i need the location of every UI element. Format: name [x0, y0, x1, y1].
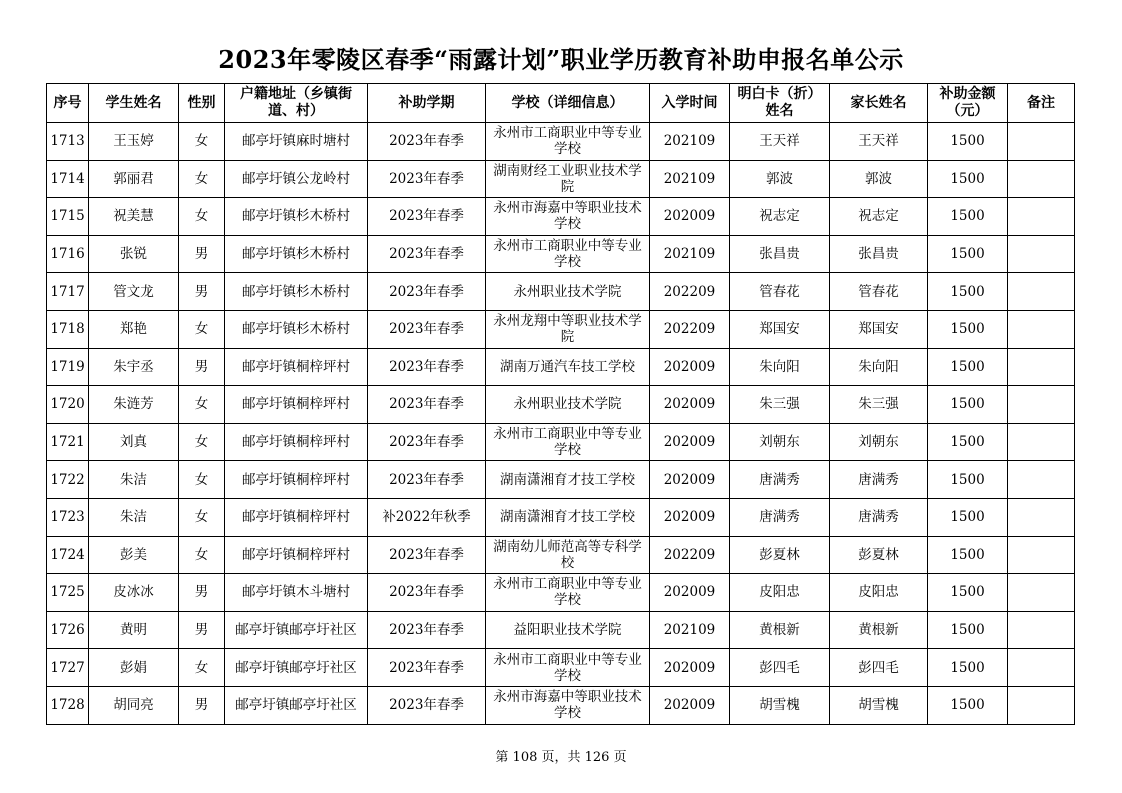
cell-remarks [1008, 310, 1075, 348]
cell-remarks [1008, 611, 1075, 649]
cell-remarks [1008, 160, 1075, 198]
cell-parent-name: 郑国安 [830, 310, 928, 348]
cell-remarks [1008, 498, 1075, 536]
cell-enroll-date: 202009 [650, 649, 730, 687]
cell-address: 邮亭圩镇邮亭圩社区 [225, 686, 368, 724]
cell-enroll-date: 202009 [650, 198, 730, 236]
cell-address: 邮亭圩镇杉木桥村 [225, 310, 368, 348]
cell-term: 2023年春季 [368, 686, 486, 724]
cell-amount: 1500 [928, 273, 1008, 311]
cell-enroll-date: 202109 [650, 235, 730, 273]
cell-index: 1722 [47, 461, 89, 499]
header-cell-amount: 补助金额（元） [928, 84, 1008, 123]
cell-enroll-date: 202009 [650, 348, 730, 386]
cell-school: 永州市工商职业中等专业学校 [486, 123, 650, 161]
cell-amount: 1500 [928, 423, 1008, 461]
cell-index: 1717 [47, 273, 89, 311]
cell-card-name: 唐满秀 [730, 461, 830, 499]
cell-school: 永州市工商职业中等专业学校 [486, 649, 650, 687]
cell-gender: 女 [179, 423, 225, 461]
cell-school: 湖南万通汽车技工学校 [486, 348, 650, 386]
table-row [47, 423, 1075, 461]
header-cell-parent-name: 家长姓名 [830, 84, 928, 123]
page-footer: 第 108 页，共 126 页 [495, 750, 627, 765]
cell-index: 1724 [47, 536, 89, 574]
cell-gender: 男 [179, 686, 225, 724]
cell-enroll-date: 202009 [650, 498, 730, 536]
cell-address: 邮亭圩镇桐梓坪村 [225, 423, 368, 461]
cell-school: 永州市工商职业中等专业学校 [486, 235, 650, 273]
cell-card-name: 黄根新 [730, 611, 830, 649]
cell-school: 永州市工商职业中等专业学校 [486, 574, 650, 612]
cell-term: 2023年春季 [368, 574, 486, 612]
cell-student-name: 朱宇丞 [89, 348, 179, 386]
table-row [47, 386, 1075, 424]
cell-term: 2023年春季 [368, 235, 486, 273]
cell-gender: 女 [179, 123, 225, 161]
cell-amount: 1500 [928, 123, 1008, 161]
cell-parent-name: 祝志定 [830, 198, 928, 236]
cell-remarks [1008, 273, 1075, 311]
cell-remarks [1008, 574, 1075, 612]
cell-parent-name: 皮阳忠 [830, 574, 928, 612]
header-cell-index: 序号 [47, 84, 89, 123]
cell-school: 湖南潇湘育才技工学校 [486, 461, 650, 499]
cell-student-name: 张锐 [89, 235, 179, 273]
cell-parent-name: 唐满秀 [830, 461, 928, 499]
cell-parent-name: 彭夏林 [830, 536, 928, 574]
cell-amount: 1500 [928, 574, 1008, 612]
table-row [47, 273, 1075, 311]
cell-gender: 男 [179, 273, 225, 311]
table-row [47, 461, 1075, 499]
cell-school: 永州市工商职业中等专业学校 [486, 423, 650, 461]
table-row [47, 198, 1075, 236]
cell-card-name: 唐满秀 [730, 498, 830, 536]
header-cell-address: 户籍地址（乡镇街道、村） [225, 84, 368, 123]
cell-address: 邮亭圩镇桐梓坪村 [225, 498, 368, 536]
cell-address: 邮亭圩镇桐梓坪村 [225, 348, 368, 386]
cell-amount: 1500 [928, 310, 1008, 348]
cell-card-name: 刘朝东 [730, 423, 830, 461]
cell-remarks [1008, 649, 1075, 687]
cell-gender: 女 [179, 461, 225, 499]
cell-enroll-date: 202009 [650, 574, 730, 612]
cell-index: 1720 [47, 386, 89, 424]
cell-amount: 1500 [928, 198, 1008, 236]
table-header-row [47, 84, 1075, 123]
cell-index: 1719 [47, 348, 89, 386]
cell-gender: 男 [179, 348, 225, 386]
cell-card-name: 管春花 [730, 273, 830, 311]
cell-term: 2023年春季 [368, 123, 486, 161]
cell-student-name: 管文龙 [89, 273, 179, 311]
cell-parent-name: 刘朝东 [830, 423, 928, 461]
cell-address: 邮亭圩镇杉木桥村 [225, 198, 368, 236]
table-row [47, 310, 1075, 348]
cell-amount: 1500 [928, 649, 1008, 687]
cell-amount: 1500 [928, 160, 1008, 198]
cell-term: 2023年春季 [368, 611, 486, 649]
cell-address: 邮亭圩镇木斗塘村 [225, 574, 368, 612]
cell-enroll-date: 202009 [650, 461, 730, 499]
cell-remarks [1008, 198, 1075, 236]
table-row [47, 611, 1075, 649]
table-row [47, 123, 1075, 161]
cell-remarks [1008, 348, 1075, 386]
cell-enroll-date: 202109 [650, 123, 730, 161]
cell-index: 1715 [47, 198, 89, 236]
cell-enroll-date: 202209 [650, 310, 730, 348]
cell-gender: 男 [179, 611, 225, 649]
cell-card-name: 张昌贵 [730, 235, 830, 273]
cell-address: 邮亭圩镇杉木桥村 [225, 273, 368, 311]
cell-card-name: 朱向阳 [730, 348, 830, 386]
cell-index: 1727 [47, 649, 89, 687]
header-cell-remarks: 备注 [1008, 84, 1075, 123]
table-row [47, 536, 1075, 574]
cell-parent-name: 黄根新 [830, 611, 928, 649]
cell-remarks [1008, 123, 1075, 161]
cell-parent-name: 胡雪槐 [830, 686, 928, 724]
cell-term: 2023年春季 [368, 536, 486, 574]
cell-term: 2023年春季 [368, 160, 486, 198]
cell-address: 邮亭圩镇邮亭圩社区 [225, 611, 368, 649]
cell-remarks [1008, 686, 1075, 724]
cell-enroll-date: 202109 [650, 160, 730, 198]
cell-parent-name: 王天祥 [830, 123, 928, 161]
cell-school: 永州职业技术学院 [486, 273, 650, 311]
cell-address: 邮亭圩镇杉木桥村 [225, 235, 368, 273]
table-body [47, 123, 1075, 725]
cell-parent-name: 彭四毛 [830, 649, 928, 687]
cell-student-name: 黄明 [89, 611, 179, 649]
cell-enroll-date: 202209 [650, 536, 730, 574]
cell-amount: 1500 [928, 498, 1008, 536]
cell-term: 2023年春季 [368, 273, 486, 311]
cell-index: 1721 [47, 423, 89, 461]
cell-amount: 1500 [928, 536, 1008, 574]
cell-school: 益阳职业技术学院 [486, 611, 650, 649]
cell-term: 2023年春季 [368, 423, 486, 461]
cell-card-name: 王天祥 [730, 123, 830, 161]
header-cell-student-name: 学生姓名 [89, 84, 179, 123]
cell-gender: 女 [179, 649, 225, 687]
cell-card-name: 郭波 [730, 160, 830, 198]
cell-parent-name: 朱向阳 [830, 348, 928, 386]
cell-address: 邮亭圩镇邮亭圩社区 [225, 649, 368, 687]
cell-parent-name: 管春花 [830, 273, 928, 311]
cell-index: 1713 [47, 123, 89, 161]
cell-gender: 女 [179, 160, 225, 198]
cell-address: 邮亭圩镇桐梓坪村 [225, 536, 368, 574]
cell-parent-name: 唐满秀 [830, 498, 928, 536]
cell-card-name: 朱三强 [730, 386, 830, 424]
cell-school: 永州龙翔中等职业技术学院 [486, 310, 650, 348]
header-cell-term: 补助学期 [368, 84, 486, 123]
cell-index: 1725 [47, 574, 89, 612]
cell-student-name: 王玉婷 [89, 123, 179, 161]
cell-student-name: 彭美 [89, 536, 179, 574]
cell-student-name: 祝美慧 [89, 198, 179, 236]
cell-index: 1728 [47, 686, 89, 724]
cell-student-name: 胡同亮 [89, 686, 179, 724]
cell-term: 2023年春季 [368, 348, 486, 386]
cell-school: 湖南幼儿师范高等专科学校 [486, 536, 650, 574]
cell-amount: 1500 [928, 461, 1008, 499]
cell-term: 2023年春季 [368, 310, 486, 348]
cell-remarks [1008, 461, 1075, 499]
cell-term: 2023年春季 [368, 386, 486, 424]
cell-gender: 女 [179, 498, 225, 536]
cell-remarks [1008, 386, 1075, 424]
cell-index: 1723 [47, 498, 89, 536]
cell-amount: 1500 [928, 611, 1008, 649]
cell-remarks [1008, 536, 1075, 574]
cell-gender: 男 [179, 235, 225, 273]
cell-term: 2023年春季 [368, 649, 486, 687]
cell-card-name: 郑国安 [730, 310, 830, 348]
subsidy-roster-table [46, 83, 1075, 725]
cell-student-name: 郭丽君 [89, 160, 179, 198]
document-title: 2023年零陵区春季“雨露计划”职业学历教育补助申报名单公示 [218, 45, 904, 74]
cell-student-name: 彭娟 [89, 649, 179, 687]
cell-term: 2023年春季 [368, 198, 486, 236]
cell-student-name: 朱洁 [89, 498, 179, 536]
cell-parent-name: 张昌贵 [830, 235, 928, 273]
cell-gender: 女 [179, 536, 225, 574]
cell-gender: 女 [179, 310, 225, 348]
cell-school: 湖南财经工业职业技术学院 [486, 160, 650, 198]
cell-card-name: 祝志定 [730, 198, 830, 236]
header-cell-gender: 性别 [179, 84, 225, 123]
cell-amount: 1500 [928, 686, 1008, 724]
cell-gender: 男 [179, 574, 225, 612]
table-row [47, 649, 1075, 687]
cell-remarks [1008, 423, 1075, 461]
cell-address: 邮亭圩镇桐梓坪村 [225, 386, 368, 424]
cell-amount: 1500 [928, 235, 1008, 273]
cell-gender: 女 [179, 198, 225, 236]
cell-parent-name: 郭波 [830, 160, 928, 198]
cell-school: 永州市海嘉中等职业技术学校 [486, 198, 650, 236]
table-row [47, 498, 1075, 536]
cell-student-name: 朱洁 [89, 461, 179, 499]
cell-enroll-date: 202209 [650, 273, 730, 311]
cell-card-name: 胡雪槐 [730, 686, 830, 724]
header-cell-enroll-date: 入学时间 [650, 84, 730, 123]
cell-enroll-date: 202009 [650, 423, 730, 461]
table-row [47, 160, 1075, 198]
cell-gender: 女 [179, 386, 225, 424]
table-row [47, 686, 1075, 724]
cell-amount: 1500 [928, 348, 1008, 386]
table-row [47, 235, 1075, 273]
cell-index: 1716 [47, 235, 89, 273]
cell-student-name: 刘真 [89, 423, 179, 461]
cell-index: 1718 [47, 310, 89, 348]
header-cell-school: 学校（详细信息） [486, 84, 650, 123]
cell-enroll-date: 202009 [650, 686, 730, 724]
cell-school: 永州职业技术学院 [486, 386, 650, 424]
cell-amount: 1500 [928, 386, 1008, 424]
table-row [47, 574, 1075, 612]
cell-student-name: 朱涟芳 [89, 386, 179, 424]
cell-parent-name: 朱三强 [830, 386, 928, 424]
cell-index: 1726 [47, 611, 89, 649]
cell-card-name: 彭四毛 [730, 649, 830, 687]
table-row [47, 348, 1075, 386]
cell-address: 邮亭圩镇公龙岭村 [225, 160, 368, 198]
header-cell-card-name: 明白卡（折）姓名 [730, 84, 830, 123]
cell-address: 邮亭圩镇桐梓坪村 [225, 461, 368, 499]
cell-term: 补2022年秋季 [368, 498, 486, 536]
cell-student-name: 郑艳 [89, 310, 179, 348]
cell-enroll-date: 202109 [650, 611, 730, 649]
cell-term: 2023年春季 [368, 461, 486, 499]
cell-index: 1714 [47, 160, 89, 198]
cell-school: 永州市海嘉中等职业技术学校 [486, 686, 650, 724]
cell-remarks [1008, 235, 1075, 273]
cell-school: 湖南潇湘育才技工学校 [486, 498, 650, 536]
cell-address: 邮亭圩镇麻时塘村 [225, 123, 368, 161]
cell-card-name: 皮阳忠 [730, 574, 830, 612]
cell-student-name: 皮冰冰 [89, 574, 179, 612]
cell-enroll-date: 202009 [650, 386, 730, 424]
cell-card-name: 彭夏林 [730, 536, 830, 574]
